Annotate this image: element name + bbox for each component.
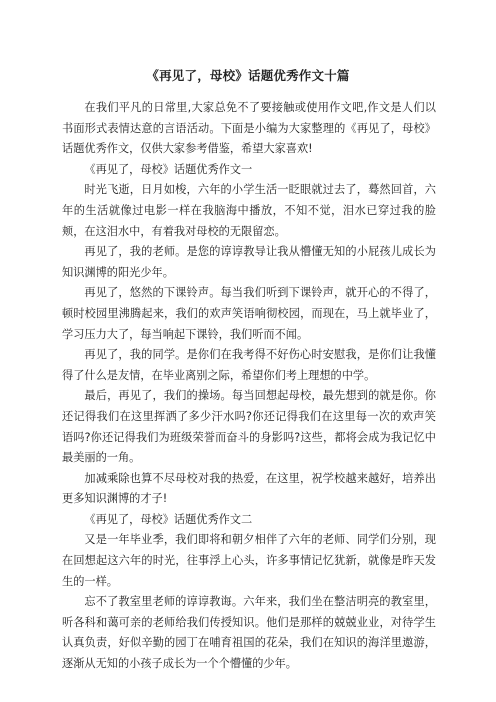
- paragraph: 忘不了教室里老师的谆谆教诲。六年来，我们坐在整洁明亮的教室里，听各科和蔼可亲的老师给我们传授知识。他们是那样的兢兢业业，对待学生认真负责，好似辛勤的园丁在哺育祖国的花朵，我们在知识的海洋里遨游，逐渐从无知的小孩子成长为一个个懵懂的少年。: [62, 595, 436, 671]
- paragraph: 最后，再见了，我们的操场。每当回想起母校，最先想到的就是你。你还记得我们在这里挥洒了多少汗水吗?你还记得我们在这里每一次的欢声笑语吗?你还记得我们为班级荣誉而奋斗的身影吗?这些，都将会成为我记忆中最美丽的一角。: [62, 389, 436, 465]
- paragraph: 又是一年毕业季，我们即将和朝夕相伴了六年的老师、同学们分别，现在回想起这六年的时光，往事浮上心头，许多事情记忆犹新，就像是昨天发生的一样。: [62, 533, 436, 588]
- paragraph: 再见了，悠然的下课铃声。每当我们听到下课铃声，就开心的不得了，顿时校园里沸腾起来，我们的欢声笑语响彻校园，而现在，马上就毕业了，学习压力大了，每当响起下课铃，我们听而不闻。: [62, 286, 436, 341]
- document-title: 《再见了，母校》话题优秀作文十篇: [146, 68, 350, 83]
- essay-1-heading: 《再见了，母校》话题优秀作文一: [84, 162, 253, 176]
- paragraph: 加减乘除也算不尽母校对我的热爱，在这里，祝学校越来越好，培养出更多知识渊博的才子!: [62, 471, 436, 506]
- paragraph: 时光飞逝，日月如梭，六年的小学生活一眨眼就过去了，蓦然回首，六年的生活就像过电影一样在我脑海中播放，不知不觉，泪水已穿过我的脸颊，在这泪水中，有着我对母校的无限留恋。: [62, 183, 436, 238]
- document-body: [62, 98, 436, 675]
- paragraph: 再见了，我的同学。是你们在我考得不好伤心时安慰我，是你们让我懂得了什么是友情，在毕业离别之际，希望你们考上理想的中学。: [62, 348, 436, 382]
- paragraph: 再见了，我的老师。是您的谆谆教导让我从懵懂无知的小屁孩儿成长为知识渊博的阳光少年。: [62, 245, 436, 279]
- intro-paragraph: 在我们平凡的日常里,大家总免不了要接触或使用作文吧,作文是人们以书面形式表情达意的言语活动。下面是小编为大家整理的《再见了，母校》话题优秀作文，仅供大家参考借鉴，希望大家喜欢!: [62, 101, 436, 156]
- essay-2-heading: 《再见了，母校》话题优秀作文二: [84, 512, 253, 526]
